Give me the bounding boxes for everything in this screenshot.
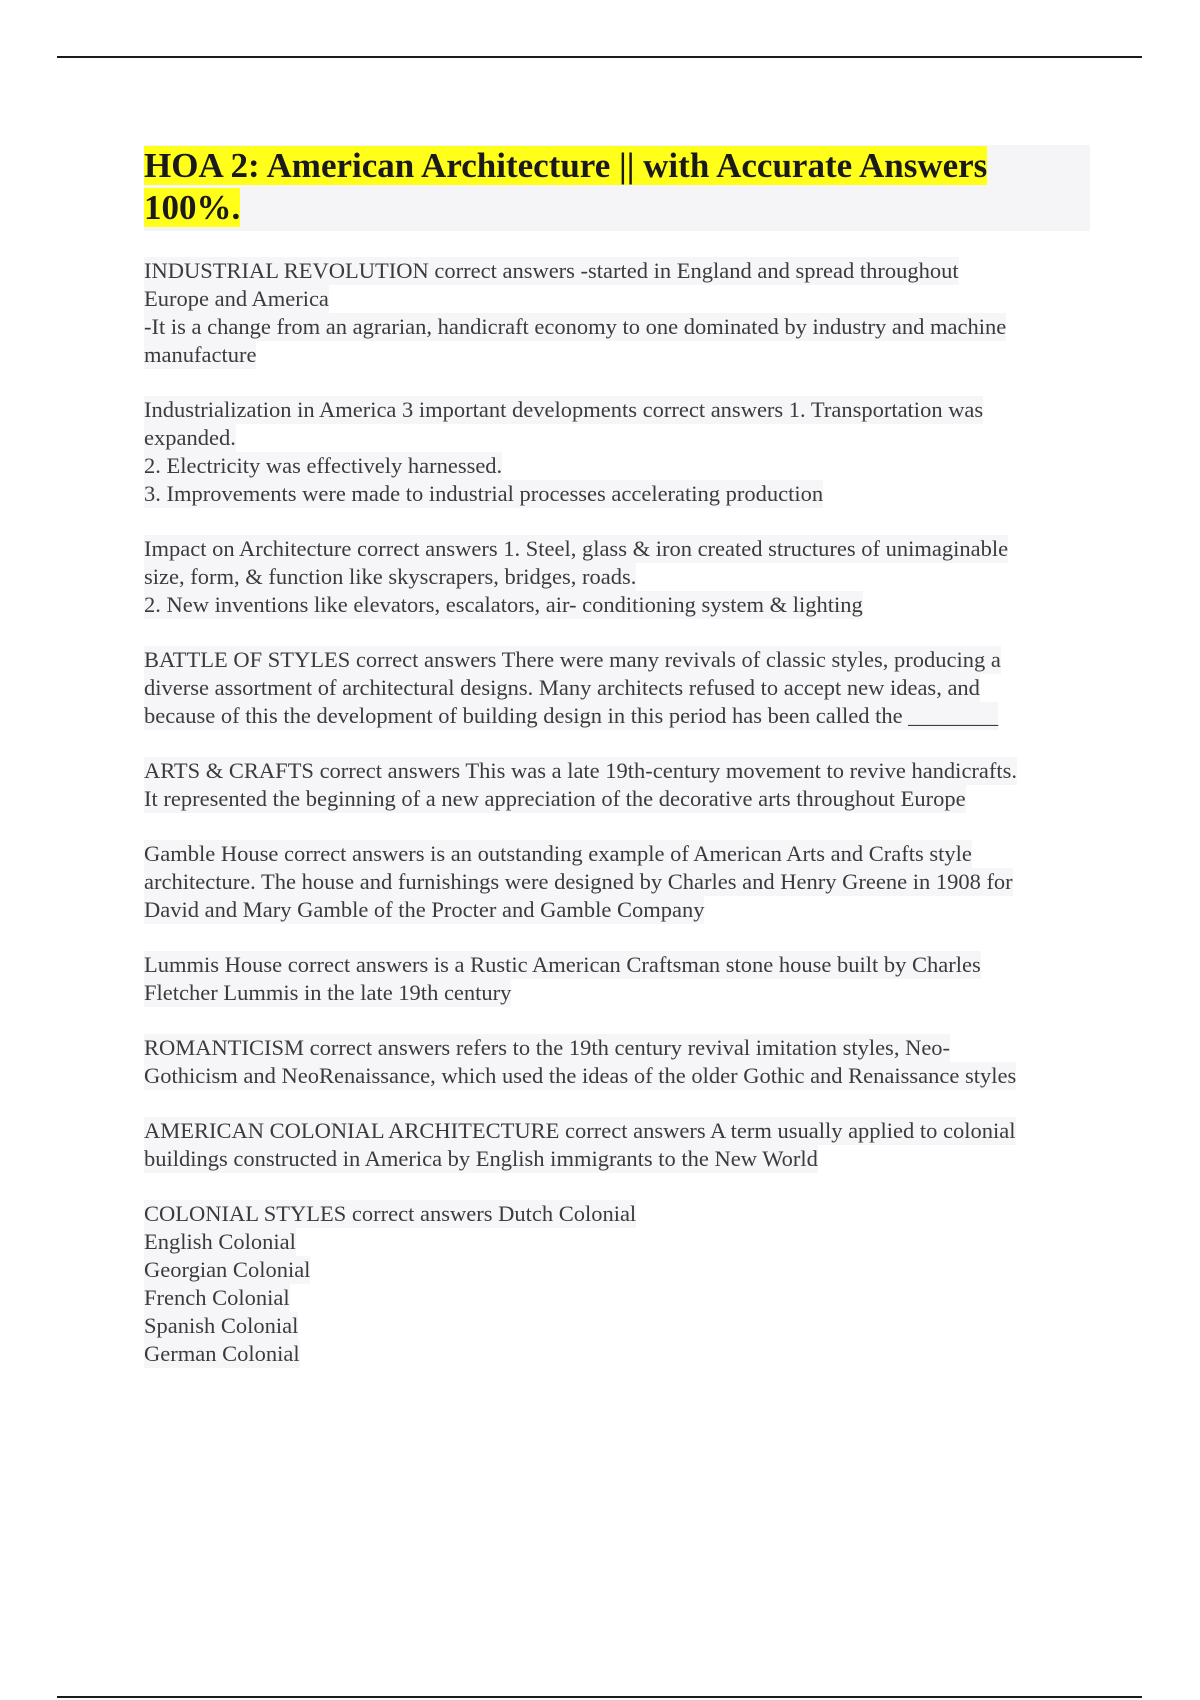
bottom-rule bbox=[57, 1696, 1142, 1698]
entry-line: 2. New inventions like elevators, escalators, air- conditioning system & lighting bbox=[144, 592, 863, 617]
qa-entry-arts-and-crafts bbox=[144, 757, 1090, 813]
entry-line: size, form, & function like skyscrapers, bridges, roads. bbox=[144, 564, 637, 589]
entry-line: David and Mary Gamble of the Procter and Gamble Company bbox=[144, 897, 705, 922]
entry-line: AMERICAN COLONIAL ARCHITECTURE correct answers A term usually applied to colonial bbox=[144, 1118, 1016, 1143]
qa-entry-colonial-styles bbox=[144, 1200, 1090, 1368]
qa-entry-impact-on-architecture bbox=[144, 535, 1090, 619]
entry-line: Europe and America bbox=[144, 286, 329, 311]
entry-line: Gamble House correct answers is an outstanding example of American Arts and Crafts style bbox=[144, 841, 972, 866]
entry-line: diverse assortment of architectural designs. Many architects refused to accept new ideas, and bbox=[144, 675, 980, 700]
entry-line: ARTS & CRAFTS correct answers This was a late 19th-century movement to revive handicrafts. bbox=[144, 758, 1018, 783]
entry-line: INDUSTRIAL REVOLUTION correct answers -started in England and spread throughout bbox=[144, 258, 959, 283]
entry-line: English Colonial bbox=[144, 1229, 296, 1254]
entry-line: architecture. The house and furnishings were designed by Charles and Henry Greene in 1908 for bbox=[144, 869, 1013, 894]
entry-line: ROMANTICISM correct answers refers to the 19th century revival imitation styles, Neo- bbox=[144, 1035, 951, 1060]
entry-line: because of this the development of building design in this period has been called the ________ bbox=[144, 703, 999, 728]
qa-entry-romanticism bbox=[144, 1034, 1090, 1090]
entry-line: Georgian Colonial bbox=[144, 1257, 311, 1282]
entry-line: manufacture bbox=[144, 342, 257, 367]
entry-line: COLONIAL STYLES correct answers Dutch Colonial bbox=[144, 1201, 637, 1226]
qa-entry-industrial-revolution bbox=[144, 257, 1090, 369]
title-line: HOA 2: American Architecture || with Accurate Answers bbox=[144, 146, 988, 185]
entry-line: expanded. bbox=[144, 425, 236, 450]
document-title bbox=[144, 145, 1090, 231]
entry-line: -It is a change from an agrarian, handicraft economy to one dominated by industry and machine bbox=[144, 314, 1007, 339]
entry-line: Spanish Colonial bbox=[144, 1313, 299, 1338]
qa-entry-lummis-house bbox=[144, 951, 1090, 1007]
entry-line: French Colonial bbox=[144, 1285, 290, 1310]
qa-entry-battle-of-styles bbox=[144, 646, 1090, 730]
document-body bbox=[144, 145, 1090, 1395]
entry-line: It represented the beginning of a new appreciation of the decorative arts throughout Europe bbox=[144, 786, 966, 811]
entry-line: buildings constructed in America by English immigrants to the New World bbox=[144, 1146, 818, 1171]
entry-line: Industrialization in America 3 important developments correct answers 1. Transportation was bbox=[144, 397, 984, 422]
qa-entry-american-colonial-architecture bbox=[144, 1117, 1090, 1173]
entry-line: Lummis House correct answers is a Rustic American Craftsman stone house built by Charles bbox=[144, 952, 981, 977]
entry-line: Gothicism and NeoRenaissance, which used the ideas of the older Gothic and Renaissance styles bbox=[144, 1063, 1017, 1088]
entry-line: 2. Electricity was effectively harnessed. bbox=[144, 453, 503, 478]
entry-line: Impact on Architecture correct answers 1. Steel, glass & iron created structures of unimaginable bbox=[144, 536, 1009, 561]
entry-line: German Colonial bbox=[144, 1341, 300, 1366]
top-rule bbox=[57, 56, 1142, 58]
qa-entry-gamble-house bbox=[144, 840, 1090, 924]
entry-line: 3. Improvements were made to industrial processes accelerating production bbox=[144, 481, 824, 506]
entry-line: BATTLE OF STYLES correct answers There were many revivals of classic styles, producing a bbox=[144, 647, 1001, 672]
title-line: 100%. bbox=[144, 188, 241, 227]
qa-entry-industrialization bbox=[144, 396, 1090, 508]
entry-line: Fletcher Lummis in the late 19th century bbox=[144, 980, 512, 1005]
